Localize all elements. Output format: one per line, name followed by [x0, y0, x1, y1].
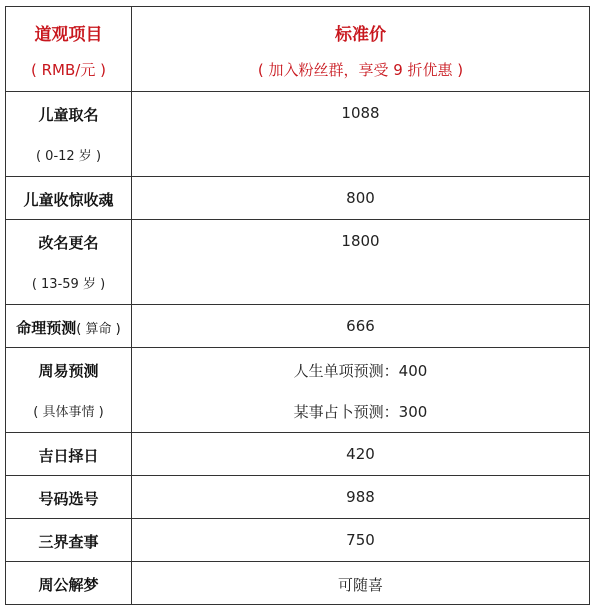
table-row	[6, 519, 590, 562]
item-price: 988	[346, 488, 375, 506]
item-name-note: ( 算命 )	[76, 322, 121, 337]
item-price: 1800	[341, 232, 380, 250]
item-name: 儿童收惊收魂	[23, 191, 114, 209]
table-row	[6, 177, 590, 220]
header-row	[6, 7, 590, 92]
item-name: 周公解梦	[38, 576, 99, 594]
header-item-cell	[6, 7, 132, 92]
item-name: 儿童取名	[38, 106, 99, 124]
table-row	[6, 92, 590, 177]
item-price: 666	[346, 317, 375, 335]
table-row	[6, 348, 590, 433]
table-row	[6, 562, 590, 605]
item-name: 三界查事	[38, 533, 99, 551]
price-table	[5, 6, 590, 605]
item-name: 吉日择日	[38, 447, 99, 465]
item-price: 可随喜	[337, 576, 383, 594]
table-row	[6, 433, 590, 476]
item-price-secondary: 某事占卜预测：300	[293, 403, 428, 421]
header-price-title: 标准价	[335, 25, 386, 45]
table-row	[6, 305, 590, 348]
table-row	[6, 476, 590, 519]
item-subtitle: ( 13-59 岁 )	[31, 277, 106, 292]
header-discount-note: ( 加入粉丝群，享受 9 折优惠 )	[257, 61, 464, 79]
item-name: 改名更名	[38, 234, 99, 252]
item-price: 1088	[341, 104, 380, 122]
item-name: 命理预测( 算命 )	[16, 319, 121, 337]
item-price: 420	[346, 445, 375, 463]
header-price-cell	[132, 7, 590, 92]
item-price: 人生单项预测：400	[293, 362, 428, 380]
item-price: 750	[346, 531, 375, 549]
item-name: 周易预测	[38, 362, 99, 380]
item-name: 号码选号	[38, 490, 99, 508]
item-subtitle: ( 具体事情 )	[33, 405, 104, 420]
table-row	[6, 220, 590, 305]
item-subtitle: ( 0-12 岁 )	[35, 149, 102, 164]
header-item-title: 道观项目	[34, 25, 103, 45]
header-currency-unit: ( RMB/元 )	[31, 61, 106, 79]
item-price: 800	[346, 189, 375, 207]
